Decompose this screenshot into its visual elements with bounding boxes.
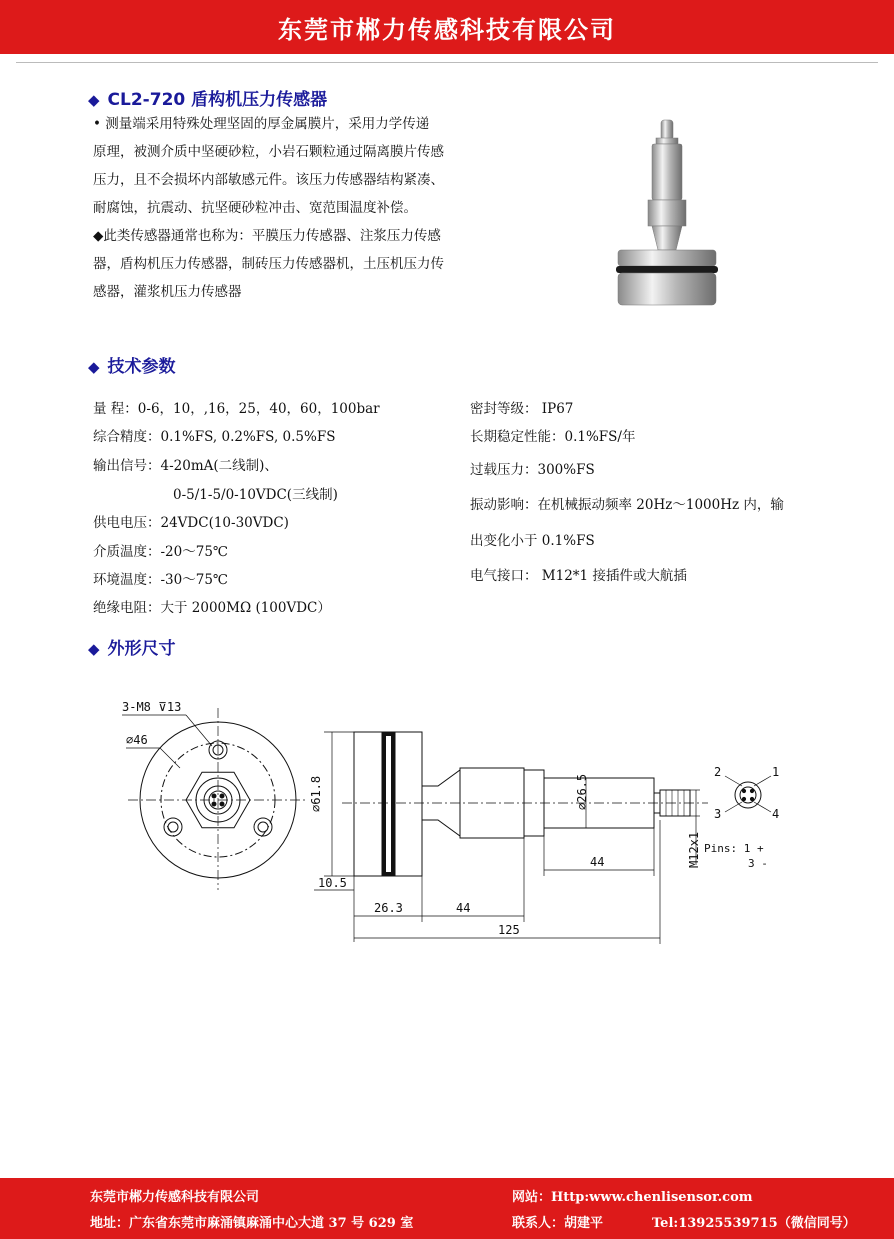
thread-label: 3-M8 ⊽13 [122,700,182,714]
w263-label: 26.3 [374,901,403,915]
sensor-photo [612,118,722,318]
footer-tel: Tel:13925539715（微信同号） [652,1216,856,1231]
w44-label-mid: 44 [456,901,471,915]
spec-output: 输出信号：4-20mA(二线制)、 [93,458,278,474]
w44-label-right: 44 [590,855,605,869]
spec-media-temp: 介质温度：-20～75℃ [93,544,229,560]
desc-line: 压力，且不会损坏内部敏感元件。该压力传感器结构紧凑、 [93,172,444,188]
dimensions-heading [88,634,176,659]
d265-label: ⌀26.5 [575,773,589,810]
company-header [0,0,894,54]
pins-legend-1: Pins: 1 + [704,842,764,855]
spec-ambient-temp: 环境温度：-30～75℃ [93,572,229,588]
diamond-icon: ◆ [88,358,100,376]
spec-insulation: 绝缘电阻：大于 2000MΩ (100VDC） [93,600,331,616]
desc-line: 器，盾构机压力传感器，制砖压力传感器机，土压机压力传 [93,256,444,272]
pin1-label: 1 [772,765,780,779]
diamond-icon: ◆ [88,91,100,109]
spec-stability: 长期稳定性能：0.1%FS/年 [470,429,636,445]
d46-label: ⌀46 [126,733,148,747]
header-company-name: 东莞市郴力传感科技有限公司 [278,15,616,44]
spec-overload: 过载压力：300%FS [470,462,595,478]
w105-label: 10.5 [318,876,347,890]
product-title [88,85,327,110]
front-view [122,708,308,890]
m12-label: M12x1 [687,831,701,868]
spec-power: 供电电压：24VDC(10-30VDC) [93,515,289,531]
spec-accuracy: 综合精度：0.1%FS, 0.2%FS, 0.5%FS [93,429,336,445]
tech-params-heading [88,352,176,377]
footer-address: 地址：广东省东莞市麻涌镇麻涌中心大道 37 号 629 室 [90,1216,414,1231]
d618-label: ⌀61.8 [309,775,323,812]
desc-line: • 测量端采用特殊处理坚固的厚金属膜片，采用力学传递 [93,116,430,132]
spec-vibration: 振动影响：在机械振动频率 20Hz～1000Hz 内，输 [470,497,784,513]
product-description [93,110,513,306]
desc-line: ◆此类传感器通常也称为：平膜压力传感器、注浆压力传感 [93,228,441,244]
pin4-label: 4 [772,807,780,821]
diamond-icon: ◆ [88,640,100,658]
spec-range: 量 程：0-6，10，,16，25，40，60，100bar [93,401,380,417]
pins-legend-2: 3 - [748,857,768,870]
desc-line: 原理，被测介质中坚硬砂粒，小岩石颗粒通过隔离膜片传感 [93,144,444,160]
side-view [342,732,708,876]
footer-contact: 联系人：胡建平 [512,1216,604,1231]
tech-params-title: 技术参数 [107,357,176,377]
w125-label: 125 [498,923,520,937]
desc-line: 感器，灌浆机压力传感器 [93,284,242,300]
spec-seal: 密封等级： IP67 [470,401,574,417]
company-footer [0,1178,894,1239]
pin3-label: 3 [714,807,722,821]
pin-view [725,776,771,812]
spec-connector: 电气接口： M12*1 接插件或大航插 [470,568,687,584]
pin2-label: 2 [714,765,722,779]
header-divider [16,62,878,63]
spec-output-2: 0-5/1-5/0-10VDC(三线制) [173,487,338,503]
spec-vibration-2: 出变化小于 0.1%FS [470,533,595,549]
desc-line: 耐腐蚀，抗震动、抗坚硬砂粒冲击、宽范围温度补偿。 [93,200,417,216]
product-title-text: CL2-720 盾构机压力传感器 [107,90,328,110]
footer-company: 东莞市郴力传感科技有限公司 [90,1190,260,1205]
dimension-drawing [108,690,808,950]
dimensions-title: 外形尺寸 [107,639,176,659]
footer-website[interactable]: 网站：Http:www.chenlisensor.com [512,1190,753,1205]
